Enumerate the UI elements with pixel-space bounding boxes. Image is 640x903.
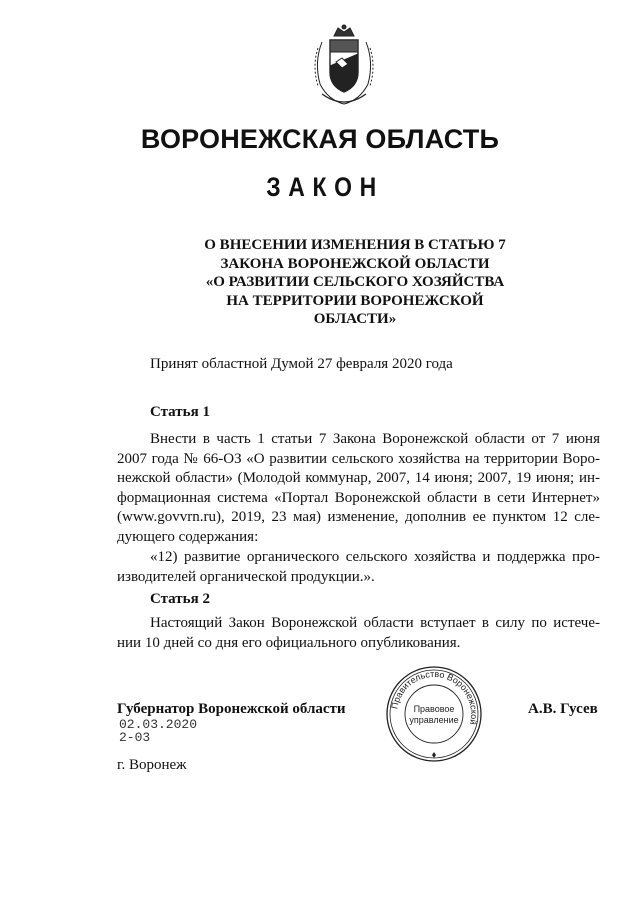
official-stamp	[384, 664, 484, 764]
law-title-line: ЗАКОНА ВОРОНЕЖСКОЙ ОБЛАСТИ	[220, 255, 490, 272]
article-1-new-item	[117, 548, 600, 587]
article-2-paragraph	[117, 614, 600, 653]
stamp-center-line: управление	[409, 715, 459, 725]
article-2-heading: Статья 2	[150, 591, 210, 607]
star-icon	[432, 752, 436, 758]
text-line: 2007 года № 66-ОЗ «О развитии сельского хозяйства на территории Воро-	[117, 450, 600, 467]
coat-of-arms-emblem	[308, 22, 380, 108]
text-line: изводителей органической продукции.».	[117, 568, 375, 585]
text-line: Настоящий Закон Воронежской области вступает в силу по истече-	[150, 615, 600, 631]
document-type-heading: ЗАКОН	[266, 172, 384, 202]
law-title	[150, 236, 560, 329]
article-1-paragraph	[117, 430, 600, 548]
signatory-name: А.В. Гусев	[528, 701, 598, 717]
law-title-line: «О РАЗВИТИИ СЕЛЬСКОГО ХОЗЯЙСТВА	[205, 274, 505, 290]
text-line: нии 10 дней со дня его официального опубликования.	[117, 634, 461, 651]
law-title-line: О ВНЕСЕНИИ ИЗМЕНЕНИЯ В СТАТЬЮ 7	[204, 237, 506, 253]
law-title-line: НА ТЕРРИТОРИИ ВОРОНЕЖСКОЙ	[226, 292, 484, 309]
text-line: дующего содержания:	[117, 528, 259, 545]
signatory-role: Губернатор Воронежской области	[117, 701, 346, 717]
stamp-ring-text: Правительство Воронежской	[389, 668, 480, 726]
registration-date: 02.03.2020	[119, 717, 198, 732]
stamp-center-line: Правовое	[413, 704, 455, 714]
law-title-line: ОБЛАСТИ»	[313, 311, 397, 327]
article-1-heading: Статья 1	[150, 404, 210, 420]
text-line: «12) развитие органического сельского хозяйства и поддержка про-	[150, 549, 600, 565]
city-name: г. Воронеж	[117, 757, 187, 773]
registration-number: 2-03	[119, 730, 151, 745]
text-line: Внести в часть 1 статьи 7 Закона Воронежской области от 7 июня	[150, 431, 600, 447]
text-line: (www.govvrn.ru), 2019, 23 мая) изменение, дополнив ее пунктом 12 сле-	[117, 509, 600, 526]
text-line: формационная система «Портал Воронежской области в сети Интернет»	[117, 489, 600, 506]
region-heading: ВОРОНЕЖСКАЯ ОБЛАСТЬ	[140, 124, 500, 154]
text-line: нежской области» (Молодой коммунар, 2007, 14 июня; 2007, 19 июня; ин-	[117, 470, 600, 487]
adoption-note: Принят областной Думой 27 февраля 2020 года	[150, 356, 453, 372]
